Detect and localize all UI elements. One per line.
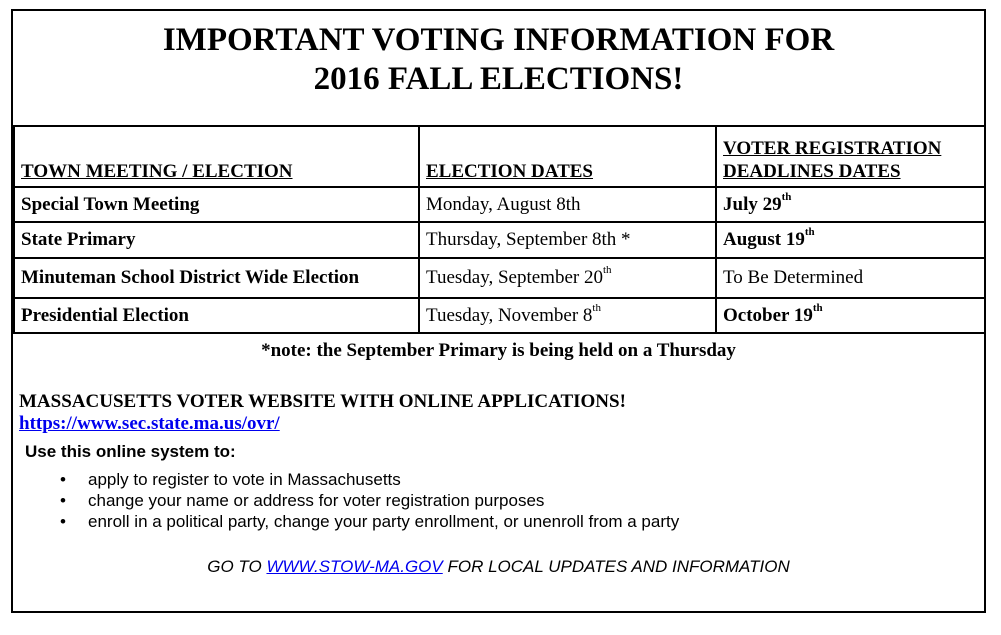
header-event: TOWN MEETING / ELECTION [14,126,419,187]
table-header-row [14,126,985,187]
event-name: Minuteman School District Wide Election [14,258,419,298]
page-title [13,21,984,99]
registration-deadline: To Be Determined [716,258,985,298]
election-date: Tuesday, November 8th [419,298,716,333]
election-date: Tuesday, September 20th [419,258,716,298]
voter-website-link[interactable]: https://www.sec.state.ma.us/ovr/ [19,413,280,434]
bullet-icon: • [60,491,66,510]
info-section [13,339,984,578]
voter-website-heading: MASSACUSETTS VOTER WEBSITE WITH ONLINE APPLICATIONS! [19,391,626,412]
election-date: Monday, August 8th [419,187,716,222]
online-system-heading: Use this online system to: [25,442,236,461]
event-name: Special Town Meeting [14,187,419,222]
list-item: • apply to register to vote in Massachusetts [60,470,401,489]
primary-note: *note: the September Primary is being held on a Thursday [261,340,736,361]
event-name: State Primary [14,222,419,258]
town-website-link[interactable]: WWW.STOW-MA.GOV [266,557,443,576]
local-updates-line: GO TO WWW.STOW-MA.GOV FOR LOCAL UPDATES AND INFORMATION [207,557,790,576]
list-item: • change your name or address for voter registration purposes [60,491,545,510]
online-system-uses-list [13,469,984,532]
registration-deadline: August 19th [716,222,985,258]
title-line-1: IMPORTANT VOTING INFORMATION FOR [162,22,835,58]
table-row [14,222,985,258]
table-row [14,298,985,333]
election-date: Thursday, September 8th * [419,222,716,258]
election-schedule-table [13,125,986,334]
title-line-2: 2016 FALL ELECTIONS! [313,61,684,97]
bullet-icon: • [60,470,66,489]
table-row [14,187,985,222]
event-name: Presidential Election [14,298,419,333]
header-registration-deadlines: VOTER REGISTRATION DEADLINES DATES [716,126,985,187]
registration-deadline: July 29th [716,187,985,222]
list-item: • enroll in a political party, change your party enrollment, or unenroll from a party [60,512,680,531]
registration-deadline: October 19th [716,298,985,333]
table-row [14,258,985,298]
header-election-dates: ELECTION DATES [419,126,716,187]
voting-info-notice [11,9,986,613]
bullet-icon: • [60,512,66,531]
